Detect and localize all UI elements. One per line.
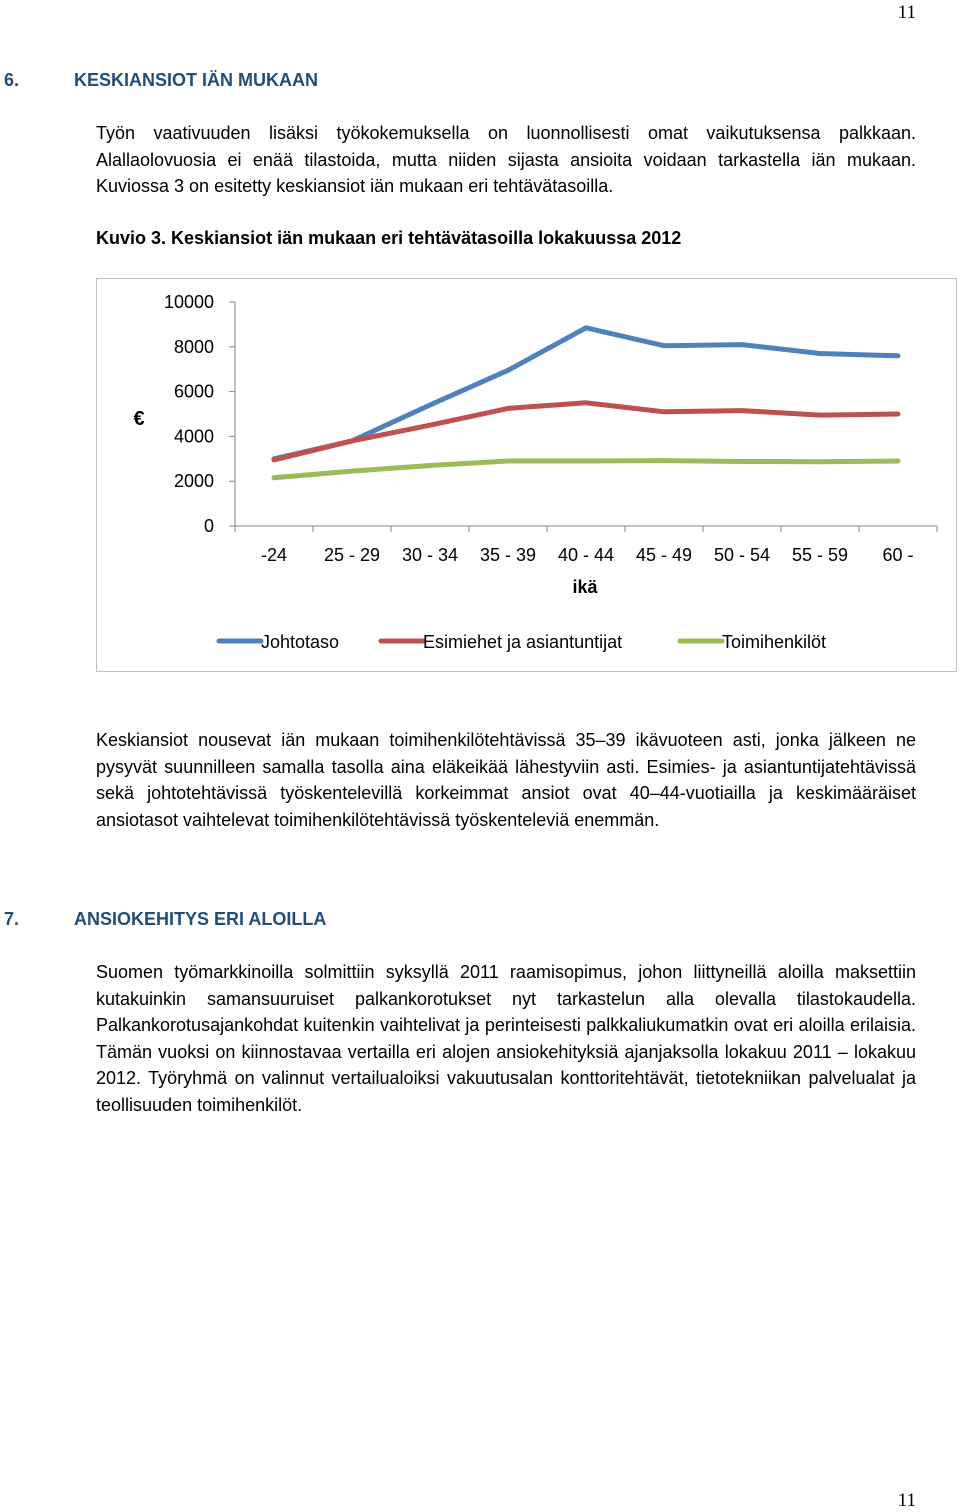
legend-label: Toimihenkilöt [722,632,827,652]
chart-series [274,328,898,478]
chart-legend [219,632,826,652]
y-tick-label: 4000 [173,426,214,447]
section-6-heading [0,70,960,94]
x-tick-label: 55 - 59 [791,545,849,565]
y-tick-label: 8000 [173,336,214,357]
x-tick-label: 25 - 29 [323,545,381,565]
section-6-number: 6. [4,70,20,90]
x-tick-label: 45 - 49 [635,545,693,565]
section-7-title: ANSIOKEHITYS ERI ALOILLA [74,909,327,929]
y-tick-label: 2000 [173,471,214,492]
y-tick-label: 10000 [163,292,214,312]
figure-caption [96,228,681,249]
page-number-bottom: 11 [897,1490,916,1511]
chart-frame [96,278,957,672]
x-tick-label: 50 - 54 [713,545,771,565]
x-tick-label: 60 - [882,545,914,565]
section-6-analysis: Keskiansiot nousevat iän mukaan toimihenkilötehtävissä 35–39 ikävuoteen asti, jonka jälkeen ne pysyvät suunnilleen samalla tasolla aina eläkeikää lähestyviin asti. Esimies- ja asiantuntijatehtävissä sekä johtotehtävissä työskentelevillä korkeimmat ansiot ovat 40–44-vuotiailla ja keskimääräiset ansiotasot vaihtelevat toimihenkilötehtävissä työskenteleviä enemmän. [96,730,916,830]
section-7-text: Suomen työmarkkinoilla solmittiin syksyllä 2011 raamisopimus, johon liittyneillä aloilla maksettiin kutakuinkin samansuuruiset palkankorotukset nyt tarkastelun alla olevalla tilastokaudella. Palkankorotusajankohdat kuitenkin vaihtelivat ja perinteisesti palkkaliukumatkin ovat eri aloilla erilaisia. Tämän vuoksi on kiinnostavaa vertailla eri alojen ansiokehityksiä ajanjaksolla lokakuu 2011 – lokakuu 2012. Työryhmä on valinnut vertailualoiksi vakuutusalan konttoritehtävät, tietotekniikan palvelualat ja teollisuuden toimihenkilöt. [96,962,916,1115]
line-chart [97,279,958,673]
series-line-3 [274,461,898,478]
chart-axes [133,292,937,597]
x-tick-label: 35 - 39 [479,545,537,565]
section-6-intro: Työn vaativuuden lisäksi työkokemuksella on luonnollisesti omat vaikutuksensa palkkaan. Alallaolovuosia ei enää tilastoida, mutta niiden sijasta ansioita voidaan tarkastella iän mukaan. Kuviossa 3 on esitetty keskiansiot iän mukaan eri tehtävätasoilla. [96,123,916,196]
page-number-top: 11 [897,2,916,23]
figure-caption-label: Kuvio 3. [96,228,167,248]
section-6-title: KESKIANSIOT IÄN MUKAAN [74,70,319,90]
x-axis-label: ikä [572,577,598,597]
x-tick-label: -24 [260,545,288,565]
legend-label: Esimiehet ja asiantuntijat [423,632,623,652]
section-7-number: 7. [4,909,20,929]
y-tick-label: 0 [203,516,214,536]
figure-caption-text: Keskiansiot iän mukaan eri tehtävätasoilla lokakuussa 2012 [171,228,682,248]
x-tick-label: 30 - 34 [401,545,459,565]
section-7-heading [0,909,960,933]
y-axis-label: € [133,408,145,430]
legend-label: Johtotaso [261,632,340,652]
y-tick-label: 6000 [173,381,214,402]
x-tick-label: 40 - 44 [557,545,615,565]
